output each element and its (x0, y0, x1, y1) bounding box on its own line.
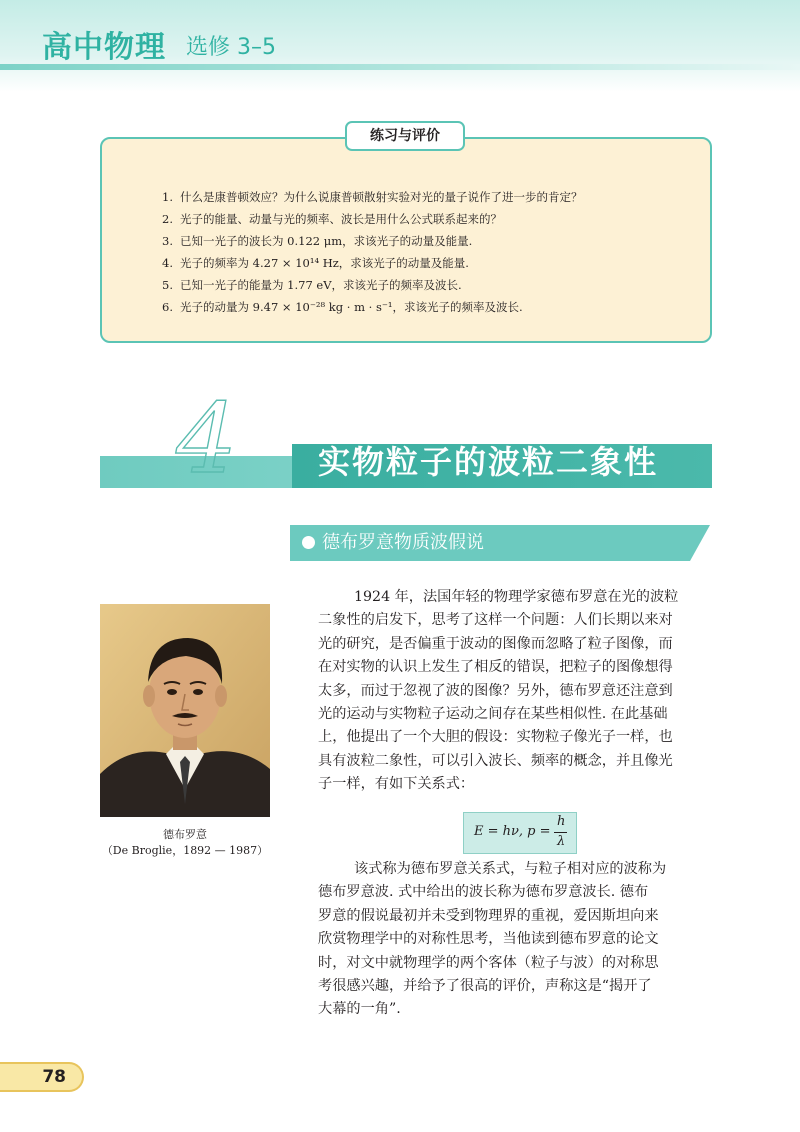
text-line: 光的研究，是否偏重于波动的图像而忽略了粒子图像，而 (318, 635, 673, 652)
text-line: 在对实物的认识上发生了相反的错误，把粒子的图像想得 (318, 659, 673, 676)
exercise-item: 1. 什么是康普顿效应？为什么说康普顿散射实验对光的量子说作了进一步的肯定？ (162, 190, 583, 204)
body-paragraph-2 (318, 858, 718, 1022)
text-line: 欣赏物理学中的对称性思考，当他读到德布罗意的论文 (318, 931, 659, 948)
formula-fraction-bar (554, 832, 567, 833)
subsection-header (290, 525, 710, 561)
text-line: 光的运动与实物粒子运动之间存在某些相似性. 在此基础 (318, 706, 668, 723)
text-line: 该式称为德布罗意关系式，与粒子相对应的波称为 (354, 861, 667, 877)
formula-text: E = hν, p = (474, 824, 551, 839)
text-line: 时，对文中就物理学的两个客体（粒子与波）的对称思 (318, 954, 659, 971)
section-number: 4 (176, 384, 238, 494)
formula-denominator: λ (557, 834, 566, 849)
exercise-item: 4. 光子的频率为 4.27 × 10¹⁴ Hz，求该光子的动量及能量. (162, 256, 469, 270)
formula-numerator: h (557, 814, 566, 829)
text-line: 罗意的假说最初并未受到物理界的重视，爱因斯坦向来 (318, 907, 659, 924)
exercise-item: 6. 光子的动量为 9.47 × 10⁻²⁸ kg · m · s⁻¹，求该光子的频率及波长. (162, 300, 523, 314)
section-number-graphic (168, 384, 268, 494)
text-line: 考很感兴趣，并给予了很高的评价，声称这是“揭开了 (318, 978, 652, 995)
exercise-item: 3. 已知一光子的波长为 0.122 μm，求该光子的动量及能量. (162, 234, 473, 248)
text-line: 子一样，有如下关系式： (318, 776, 475, 793)
exercise-item: 2. 光子的能量、动量与光的频率、波长是用什么公式联系起来的？ (162, 212, 502, 226)
de-broglie-portrait (100, 604, 270, 817)
portrait-caption-detail: （De Broglie，1892 — 1987） (101, 844, 269, 857)
text-line: 大幕的一角”. (318, 1001, 401, 1018)
text-line: 具有波粒二象性，可以引入波长、频率的概念，并且像光 (318, 752, 673, 769)
text-line: 1924 年，法国年轻的物理学家德布罗意在光的波粒 (354, 589, 679, 605)
section-title: 实物粒子的波粒二象性 (318, 443, 659, 481)
text-line: 上，他提出了一个大胆的假设：实物粒子像光子一样，也 (318, 729, 673, 746)
book-title: 高中物理 (42, 30, 166, 65)
body-paragraph-1 (318, 586, 718, 797)
book-subtitle: 选修 3–5 (186, 35, 276, 60)
text-line: 二象性的启发下，思考了这样一个问题：人们长期以来对 (318, 612, 673, 629)
page-number: 78 (0, 1062, 84, 1092)
bullet-dot-icon (302, 536, 315, 549)
formula-box (463, 812, 577, 854)
text-line: 德布罗意波. 式中给出的波长称为德布罗意波长. 德布 (318, 884, 649, 901)
portrait-caption-name: 德布罗意 (163, 828, 207, 841)
subsection-title: 德布罗意物质波假说 (322, 532, 484, 553)
exercise-list (162, 186, 583, 318)
text-line: 太多，而过于忽视了波的图像？另外，德布罗意还注意到 (318, 682, 673, 699)
exercise-item: 5. 已知一光子的能量为 1.77 eV，求该光子的频率及波长. (162, 278, 462, 292)
exercise-tab-label: 练习与评价 (345, 121, 465, 151)
